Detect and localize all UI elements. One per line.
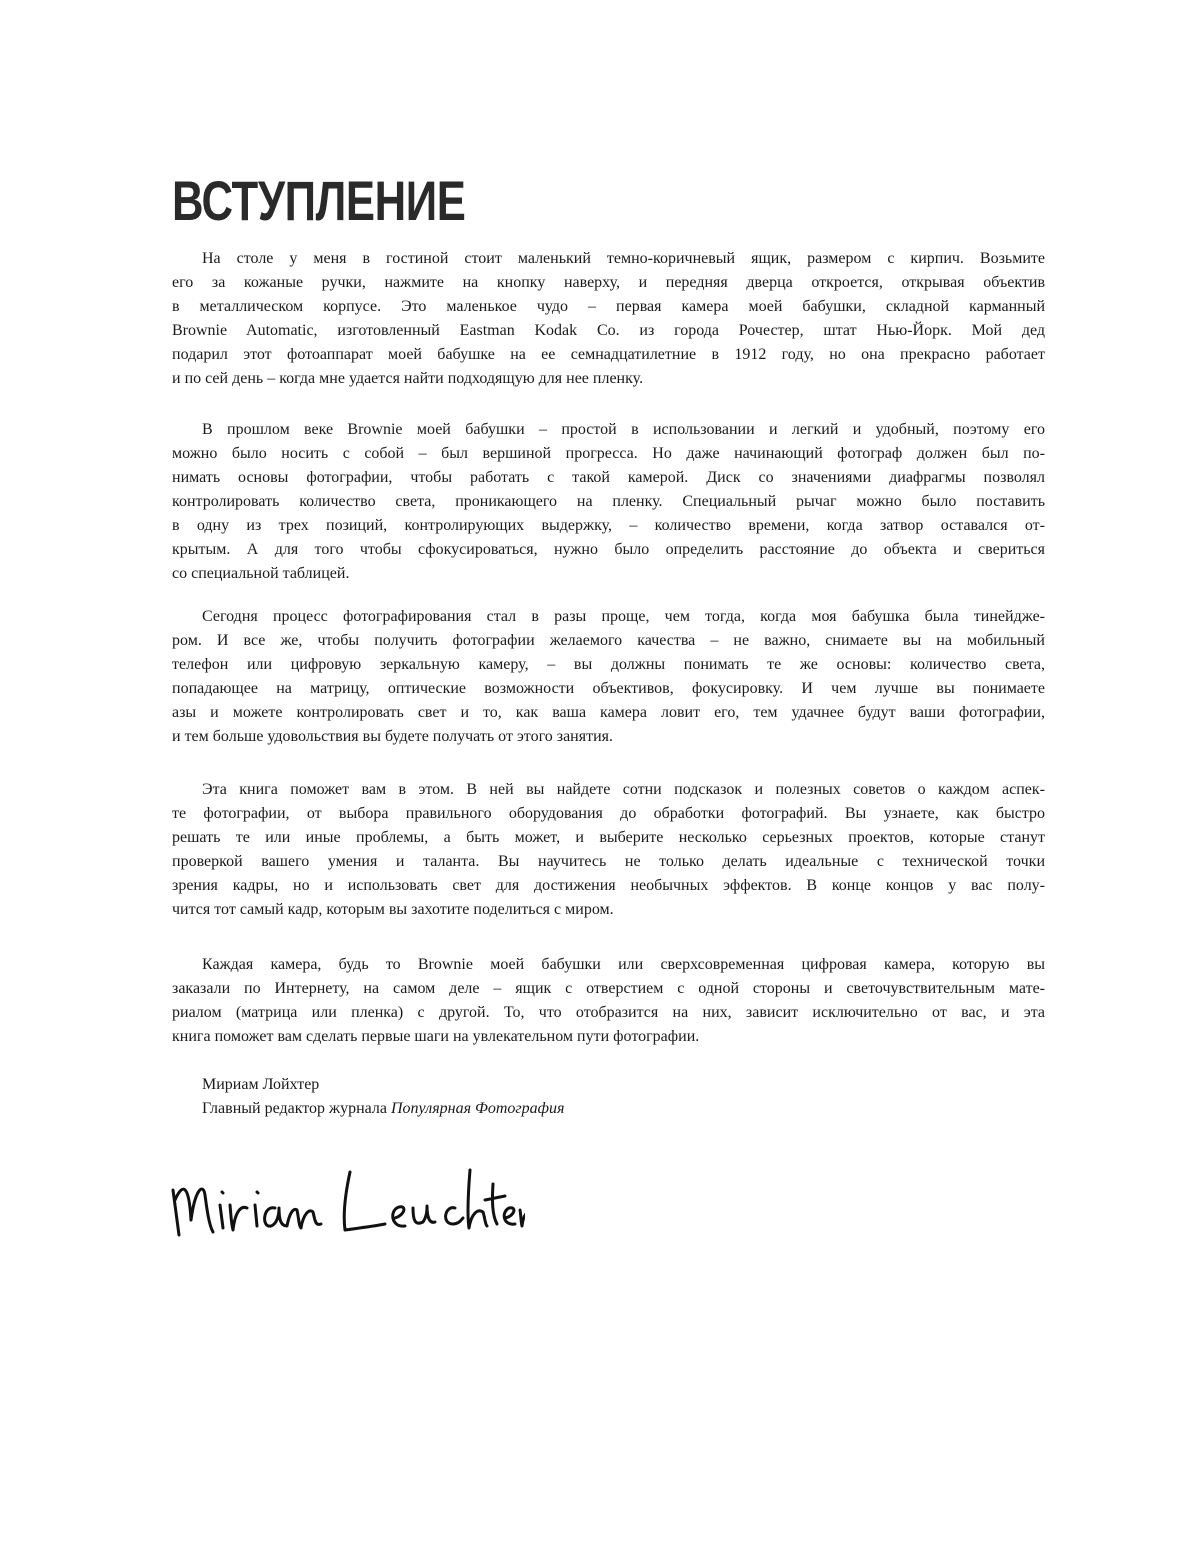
paragraph — [172, 605, 1045, 749]
text-line: его за кожаные ручки, нажмите на кнопку наверху, и передняя дверца откроется, открывая объектив — [172, 274, 1045, 291]
role-text: Главный редактор журнала — [202, 1100, 387, 1117]
paragraph — [172, 247, 1045, 391]
text-line: Эта книга поможет вам в этом. В ней вы найдете сотни подсказок и полезных советов о каждом аспек- — [202, 781, 1045, 798]
text-line: контролировать количество света, проникающего на пленку. Специальный рычаг можно было поставить — [172, 493, 1045, 510]
text-line: На столе у меня в гостиной стоит маленький темно-коричневый ящик, размером с кирпич. Возьмите — [202, 250, 1045, 267]
text-line: ром. И все же, чтобы получить фотографии желаемого качества – не важно, снимаете вы на мобильный — [172, 632, 1045, 649]
text-line: крытым. А для того чтобы сфокусироваться, нужно было определить расстояние до объекта и свериться — [172, 541, 1045, 558]
text-line: со специальной таблицей. — [172, 565, 350, 582]
text-line: проверкой вашего умения и таланта. Вы научитесь не только делать идеальные с технической точки — [172, 853, 1045, 870]
magazine-name: Популярная Фотография — [390, 1100, 565, 1117]
text-line: решать те или иные проблемы, а быть может, и выберите несколько серьезных проектов, которые станут — [172, 829, 1045, 846]
handwritten-signature — [165, 1160, 525, 1250]
text-line: азы и можете контролировать свет и то, как ваша камера ловит его, тем удачнее будут ваши фотографии, — [172, 704, 1045, 721]
text-line: Каждая камера, будь то Brownie моей бабушки или сверхсовременная цифровая камера, которую вы — [202, 956, 1045, 973]
text-line: зрения кадры, но и использовать свет для достижения необычных эффектов. В конце концов у вас полу- — [172, 877, 1045, 894]
paragraph — [172, 953, 1045, 1049]
text-line: попадающее на матрицу, оптические возможности объективов, фокусировку. И чем лучше вы понимаете — [172, 680, 1045, 697]
text-line: В прошлом веке Brownie моей бабушки – простой в использовании и легкий и удобный, поэтому его — [202, 421, 1045, 438]
text-line: Сегодня процесс фотографирования стал в разы проще, чем тогда, когда моя бабушка была тинейдже- — [202, 608, 1045, 625]
paragraph — [172, 418, 1045, 586]
text-line: в металлическом корпусе. Это маленькое чудо – первая камера моей бабушки, складной карманный — [172, 298, 1045, 315]
author-name: Мириам Лойхтер — [202, 1076, 320, 1093]
paragraph — [172, 778, 1045, 922]
text-line: нимать основы фотографии, чтобы работать с такой камерой. Диск со значениями диафрагмы позволял — [172, 469, 1045, 486]
text-line: и по сей день – когда мне удается найти подходящую для нее пленку. — [172, 370, 644, 387]
text-line: можно было носить с собой – был вершиной прогресса. Но даже начинающий фотограф должен был по- — [172, 445, 1045, 462]
text-line: книга поможет вам сделать первые шаги на увлекательном пути фотографии. — [172, 1028, 700, 1045]
text-line: телефон или цифровую зеркальную камеру, – вы должны понимать те же основы: количество света, — [172, 656, 1045, 673]
text-line: и тем больше удовольствия вы будете получать от этого занятия. — [172, 728, 614, 745]
text-line: заказали по Интернету, на самом деле – ящик с отверстием с одной стороны и светочувствительным мате- — [172, 980, 1045, 997]
text-line: в одну из трех позиций, контролирующих выдержку, – количество времени, когда затвор оставался от- — [172, 517, 1045, 534]
text-line: чится тот самый кадр, которым вы захотите поделиться с миром. — [172, 901, 614, 918]
author-role — [202, 1097, 564, 1121]
page-title: ВСТУПЛЕНИЕ — [172, 169, 466, 232]
text-line: те фотографии, от выбора правильного оборудования до обработки фотографий. Вы узнаете, как быстро — [172, 805, 1045, 822]
text-line: Brownie Automatic, изготовленный Eastman Kodak Co. из города Рочестер, штат Нью-Йорк. Мой дед — [172, 322, 1045, 339]
text-line: подарил этот фотоаппарат моей бабушке на ее семнадцатилетние в 1912 году, но она прекрасно работает — [172, 346, 1045, 363]
text-line: риалом (матрица или пленка) с другой. То, что отобразится на них, зависит исключительно от вас, и эта — [172, 1004, 1045, 1021]
